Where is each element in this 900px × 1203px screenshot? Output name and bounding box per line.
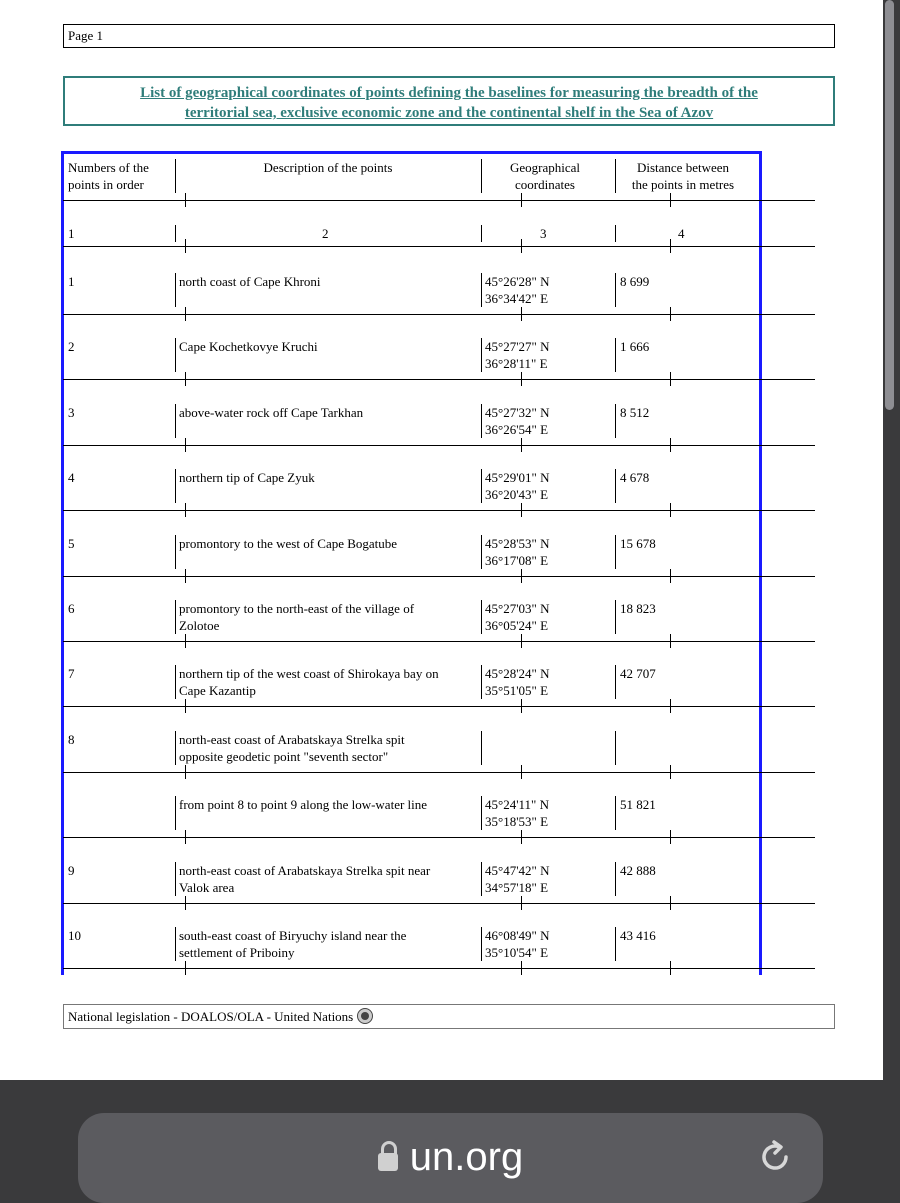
column-number-3: 3 (540, 226, 547, 241)
column-divider (615, 796, 616, 813)
column-divider (175, 338, 176, 355)
column-divider (481, 421, 482, 438)
header-col1-line2: points in order (68, 177, 144, 192)
row-distance: 42 707 (620, 666, 656, 681)
row-number: 10 (68, 928, 81, 943)
table-frame (61, 151, 762, 975)
row-latitude: 45°27'32" N (485, 405, 550, 420)
separator-tick (185, 307, 186, 321)
header-col4-line1: Distance between (636, 160, 730, 175)
column-divider (175, 600, 176, 617)
row-longitude: 35°18'53" E (485, 814, 549, 829)
row-description-line1: north coast of Cape Khroni (179, 274, 321, 289)
url-text: un.org (409, 1135, 524, 1179)
row-longitude: 36°26'54" E (485, 422, 549, 437)
row-description-line2: Zolotoe (179, 618, 220, 633)
separator-tick (521, 896, 522, 910)
row-separator (63, 510, 815, 511)
separator-tick (670, 896, 671, 910)
column-divider (615, 862, 616, 879)
column-divider (615, 879, 616, 896)
separator-tick (185, 634, 186, 648)
separator-tick (521, 438, 522, 452)
column-divider (175, 469, 176, 486)
separator-tick (670, 569, 671, 583)
row-latitude: 45°27'27" N (485, 339, 550, 354)
column-divider (615, 421, 616, 438)
separator-tick (670, 193, 671, 207)
column-divider (175, 748, 176, 765)
separator-tick (521, 765, 522, 779)
column-divider (615, 176, 616, 193)
column-number-1: 1 (68, 226, 75, 241)
row-description-line2: opposite geodetic point "seventh sector" (179, 749, 389, 764)
column-divider (615, 748, 616, 765)
row-separator (63, 641, 815, 642)
column-divider (481, 748, 482, 765)
row-longitude: 36°34'42" E (485, 291, 549, 306)
column-divider (481, 796, 482, 813)
separator-tick (521, 239, 522, 253)
row-description-line1: from point 8 to point 9 along the low-water line (179, 797, 428, 812)
header-col4-line2: the points in metres (631, 177, 735, 192)
column-divider (175, 159, 176, 176)
separator-tick (185, 569, 186, 583)
column-divider (175, 813, 176, 830)
row-number: 5 (68, 536, 75, 551)
column-divider (175, 617, 176, 634)
row-number: 2 (68, 339, 75, 354)
page-label: Page 1 (63, 24, 835, 48)
column-divider (481, 731, 482, 748)
column-divider (481, 617, 482, 634)
row-separator (63, 200, 815, 201)
column-divider (615, 159, 616, 176)
row-number: 1 (68, 274, 75, 289)
column-divider (615, 355, 616, 372)
un-emblem-icon (357, 1008, 373, 1024)
row-distance: 4 678 (620, 470, 650, 485)
column-divider (175, 731, 176, 748)
row-description-line1: promontory to the north-east of the village of (179, 601, 415, 616)
column-divider (615, 404, 616, 421)
separator-tick (185, 503, 186, 517)
column-divider (175, 796, 176, 813)
column-divider (481, 552, 482, 569)
row-longitude: 36°28'11" E (485, 356, 548, 371)
header-col1-line1: Numbers of the (68, 160, 149, 175)
row-description-line1: promontory to the west of Cape Bogatube (179, 536, 398, 551)
lock-icon (378, 1153, 398, 1171)
document-title-line-2: territorial sea, exclusive economic zone and the continental shelf in the Sea of Azov (184, 105, 714, 121)
row-number: 8 (68, 732, 75, 747)
separator-tick (185, 896, 186, 910)
header-col3-line2: coordinates (515, 177, 575, 192)
reload-icon[interactable] (757, 1139, 793, 1175)
column-divider (175, 290, 176, 307)
header-col3-line1: Geographical (509, 160, 581, 175)
row-separator (63, 576, 815, 577)
column-divider (175, 944, 176, 961)
row-longitude: 36°20'43" E (485, 487, 549, 502)
column-divider (175, 486, 176, 503)
column-divider (615, 486, 616, 503)
row-distance: 42 888 (620, 863, 656, 878)
separator-tick (521, 961, 522, 975)
separator-tick (185, 765, 186, 779)
column-divider (615, 273, 616, 290)
column-divider (481, 862, 482, 879)
column-divider (615, 338, 616, 355)
row-latitude: 45°26'28" N (485, 274, 550, 289)
column-divider (481, 879, 482, 896)
separator-tick (185, 193, 186, 207)
column-divider (175, 355, 176, 372)
column-divider (481, 225, 482, 242)
row-separator (63, 706, 815, 707)
document-title[interactable] (63, 76, 835, 126)
row-latitude: 45°47'42" N (485, 863, 550, 878)
row-distance: 51 821 (620, 797, 656, 812)
row-separator (63, 379, 815, 380)
footer-text: National legislation - DOALOS/OLA - United Nations (68, 1009, 354, 1024)
row-description-line2: settlement of Priboiny (179, 945, 295, 960)
column-divider (615, 682, 616, 699)
row-latitude: 45°28'24" N (485, 666, 550, 681)
separator-tick (670, 765, 671, 779)
row-distance: 8 699 (620, 274, 650, 289)
column-divider (481, 159, 482, 176)
separator-tick (185, 239, 186, 253)
row-description-line2: Cape Kazantip (179, 683, 256, 698)
row-separator (63, 837, 815, 838)
row-description-line2: Valok area (179, 880, 235, 895)
row-number: 6 (68, 601, 75, 616)
separator-tick (670, 961, 671, 975)
column-divider (481, 290, 482, 307)
column-divider (615, 225, 616, 242)
column-divider (481, 682, 482, 699)
column-divider (481, 404, 482, 421)
row-distance: 43 416 (620, 928, 656, 943)
column-divider (615, 600, 616, 617)
row-longitude: 36°17'08" E (485, 553, 549, 568)
column-divider (481, 535, 482, 552)
column-divider (175, 665, 176, 682)
column-divider (175, 273, 176, 290)
row-description-line1: Cape Kochetkovye Kruchi (179, 339, 318, 354)
row-distance: 15 678 (620, 536, 656, 551)
row-number: 7 (68, 666, 75, 681)
separator-tick (521, 830, 522, 844)
separator-tick (185, 961, 186, 975)
column-divider (481, 355, 482, 372)
separator-tick (185, 438, 186, 452)
separator-tick (521, 699, 522, 713)
row-distance: 8 512 (620, 405, 650, 420)
separator-tick (185, 372, 186, 386)
column-divider (481, 469, 482, 486)
url-display[interactable] (78, 1133, 823, 1181)
row-longitude: 35°51'05" E (485, 683, 549, 698)
address-bar[interactable] (78, 1113, 823, 1203)
separator-tick (670, 239, 671, 253)
row-separator (63, 903, 815, 904)
separator-tick (521, 372, 522, 386)
row-longitude: 34°57'18" E (485, 880, 549, 895)
row-separator (63, 445, 815, 446)
row-longitude: 36°05'24" E (485, 618, 549, 633)
column-divider (615, 665, 616, 682)
row-number: 3 (68, 405, 75, 420)
separator-tick (521, 193, 522, 207)
column-divider (615, 290, 616, 307)
separator-tick (670, 307, 671, 321)
row-description-line1: above-water rock off Cape Tarkhan (179, 405, 364, 420)
column-divider (175, 879, 176, 896)
separator-tick (670, 438, 671, 452)
row-distance: 1 666 (620, 339, 650, 354)
column-divider (481, 273, 482, 290)
separator-tick (521, 503, 522, 517)
column-divider (175, 535, 176, 552)
column-divider (615, 927, 616, 944)
header-col2: Description of the points (263, 160, 393, 175)
column-divider (481, 813, 482, 830)
row-latitude: 45°29'01" N (485, 470, 550, 485)
column-divider (175, 404, 176, 421)
row-number: 4 (68, 470, 75, 485)
row-latitude: 45°28'53" N (485, 536, 550, 551)
column-divider (175, 421, 176, 438)
column-divider (481, 600, 482, 617)
column-divider (175, 552, 176, 569)
separator-tick (521, 569, 522, 583)
row-latitude: 45°27'03" N (485, 601, 550, 616)
row-description-line1: south-east coast of Biryuchy island near the (179, 928, 407, 943)
column-divider (175, 682, 176, 699)
column-divider (481, 486, 482, 503)
separator-tick (670, 634, 671, 648)
row-latitude: 45°24'11" N (485, 797, 550, 812)
column-divider (481, 176, 482, 193)
row-description-line1: northern tip of the west coast of Shirokaya bay on (179, 666, 439, 681)
separator-tick (670, 699, 671, 713)
separator-tick (521, 307, 522, 321)
column-divider (175, 927, 176, 944)
column-number-2: 2 (322, 226, 329, 241)
separator-tick (185, 830, 186, 844)
footer (63, 1004, 835, 1029)
column-divider (481, 665, 482, 682)
column-divider (615, 731, 616, 748)
column-divider (615, 617, 616, 634)
column-divider (481, 927, 482, 944)
column-divider (615, 813, 616, 830)
separator-tick (670, 372, 671, 386)
row-latitude: 46°08'49" N (485, 928, 550, 943)
row-separator (63, 314, 815, 315)
row-description-line1: northern tip of Cape Zyuk (179, 470, 315, 485)
column-divider (615, 535, 616, 552)
row-description-line1: north-east coast of Arabatskaya Strelka spit (179, 732, 405, 747)
column-number-4: 4 (678, 226, 685, 241)
column-divider (175, 862, 176, 879)
row-separator (63, 246, 815, 247)
scrollbar[interactable] (885, 0, 894, 410)
column-divider (481, 944, 482, 961)
row-distance: 18 823 (620, 601, 656, 616)
column-divider (175, 225, 176, 242)
separator-tick (670, 830, 671, 844)
row-separator (63, 968, 815, 969)
row-longitude: 35°10'54" E (485, 945, 549, 960)
document-title-line-1: List of geographical coordinates of points defining the baselines for measuring the breadth of the (140, 85, 758, 101)
separator-tick (521, 634, 522, 648)
separator-tick (185, 699, 186, 713)
row-description-line1: north-east coast of Arabatskaya Strelka spit near (179, 863, 431, 878)
column-divider (615, 469, 616, 486)
column-divider (175, 176, 176, 193)
row-separator (63, 772, 815, 773)
row-number: 9 (68, 863, 75, 878)
browser-bar (0, 1095, 900, 1200)
column-divider (481, 338, 482, 355)
separator-tick (670, 503, 671, 517)
column-divider (615, 944, 616, 961)
column-divider (615, 552, 616, 569)
